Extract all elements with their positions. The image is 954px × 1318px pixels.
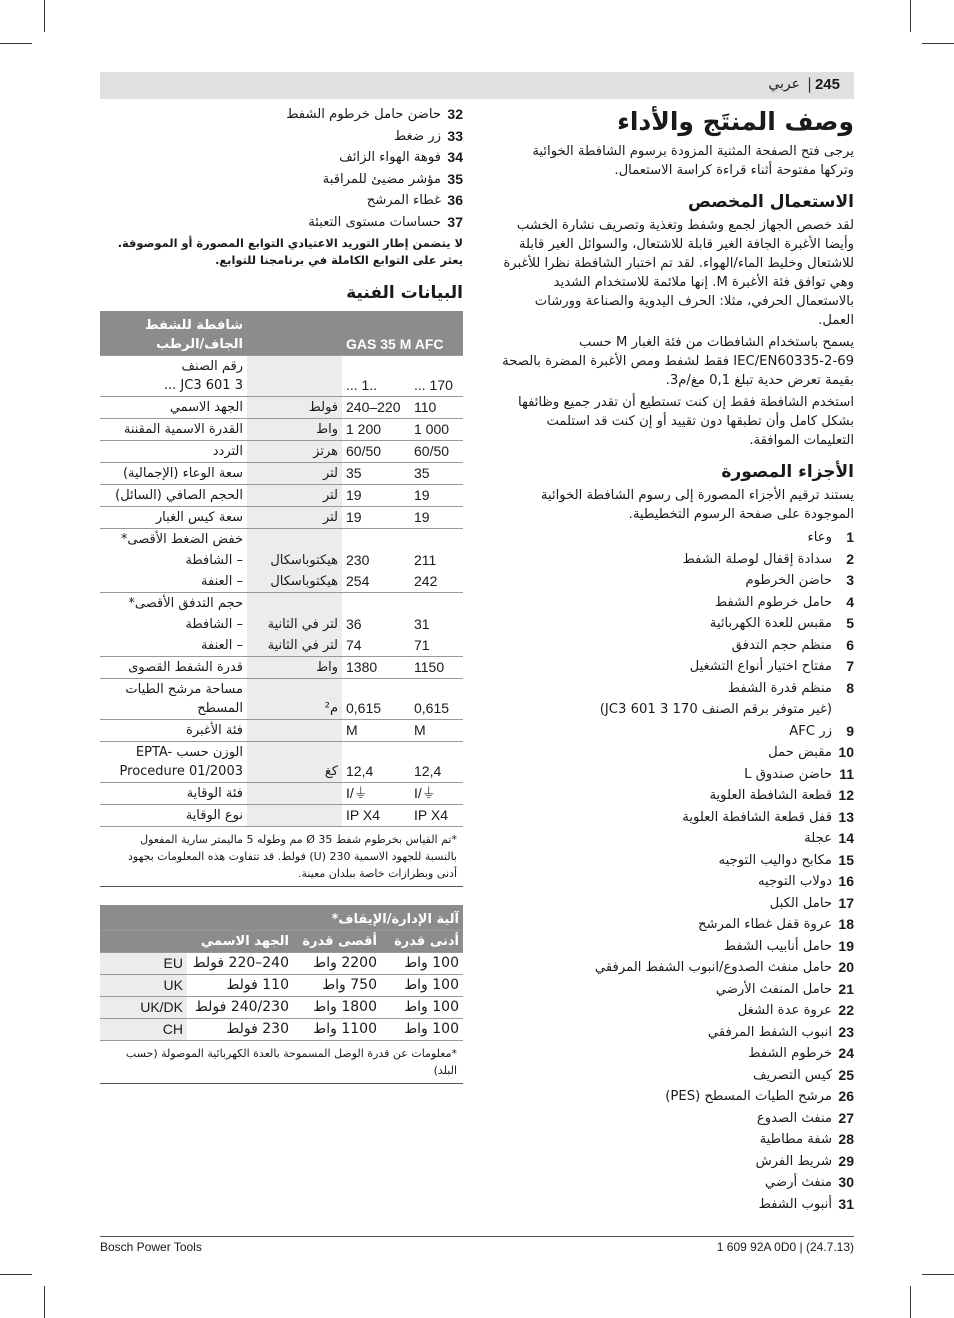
list-item: [100, 169, 463, 191]
item-text: حامل الكبل: [769, 895, 832, 911]
unit-cell: [247, 782, 342, 804]
label-cell: فئة الأغبرة: [186, 722, 243, 738]
item-number: 34: [447, 149, 463, 165]
value-110v: 211: [414, 551, 437, 568]
unit-cell: لتر في الثانية: [247, 614, 342, 635]
item-text: خرطوم الشفط: [748, 1046, 832, 1061]
item-text: منفث أرضي: [764, 1175, 832, 1190]
item-number: 27: [838, 1109, 854, 1126]
value-230v: 35: [346, 464, 362, 481]
crop-mark: [910, 0, 911, 32]
crop-mark: [910, 1286, 911, 1318]
unit-cell: هيكتوباسكال: [247, 550, 342, 571]
table-row: [100, 484, 463, 506]
item-text: مقبض حمل: [768, 745, 832, 760]
value-110v: 35: [414, 464, 430, 481]
table-row: [100, 571, 463, 593]
item-number: 11: [839, 765, 854, 782]
value-110v: IP X4: [414, 806, 448, 823]
value-230v: 1380: [346, 658, 378, 675]
unit-cell: لتر: [247, 462, 342, 484]
unit-cell: كغ: [247, 741, 342, 782]
item-text: دولاب التوجيه: [757, 874, 832, 889]
item-text: منفث الصدوع: [756, 1110, 832, 1126]
divider: [100, 886, 463, 887]
switch-footnote: *معلومات عن قدرة الوصل المسموحة بالعدة الكهربائية الموصولة (حسب البلد): [125, 1046, 457, 1077]
label-cell: فئة الوقاية: [186, 785, 243, 801]
intended-paragraph-3: استخدم الشافطة فقط إن كنت تستطيع أن تقدر جميع وظائفها بشكل كامل وأن تطبقها دون تقييد أو إن كنت قد استلمت التعليمات الموافقة.: [517, 395, 854, 448]
value-230v: ... 1..: [346, 376, 378, 393]
crop-mark: [0, 1274, 32, 1275]
value-110v: ... 170: [414, 376, 453, 393]
item-number: 29: [838, 1152, 854, 1169]
item-number: 28: [838, 1131, 854, 1147]
table-row: [100, 678, 463, 719]
list-item: [496, 893, 854, 915]
unit-cell: واط: [247, 418, 342, 440]
label-cell: نوع الوقاية: [185, 807, 243, 823]
intended-paragraph-2: يسمح باستخدام الشافطات من فئة الغبار M حسب IEC/EN60335-2-69 فقط لشفط ومص الأغبرة المضرة بالصحة بقيمة تعرض حدية تبلغ 0,1 مغ/م3.: [502, 335, 854, 388]
value-110v: 0,615: [414, 699, 450, 716]
table-row: [100, 614, 463, 635]
value-230v: IP X4: [346, 806, 380, 823]
value-110v: 1150: [414, 658, 445, 675]
country-code: EU: [100, 952, 187, 974]
technical-data-table: [100, 311, 463, 827]
item-text: عجلة: [804, 831, 832, 846]
accessories-note: لا يتضمن إطار التوريد الاعتيادي التوابع المصورة أو الموصوفة. يعثر على التوابع الكاملة في برنامجنا للتوابع.: [117, 236, 463, 267]
item-number: 16: [838, 873, 854, 889]
table-row: [100, 782, 463, 804]
unit-cell: [247, 719, 342, 741]
empty-cell: [247, 592, 342, 614]
item-text: حاضن صندوق L: [744, 766, 832, 782]
item-text: حامل المنفث الأرضي: [715, 981, 832, 997]
label-cell: سعة الوعاء (الإجمالية): [122, 465, 243, 481]
unit-cell: هرتز: [247, 440, 342, 462]
rated-voltage: 240/230 فولط: [194, 998, 289, 1015]
list-item: [496, 1194, 854, 1216]
switch-header-row: [100, 930, 463, 952]
left-column: [100, 104, 463, 1084]
list-item: [496, 828, 854, 850]
value-230v: M: [346, 721, 358, 738]
list-item: [496, 1172, 854, 1194]
value-110v: M: [414, 721, 426, 738]
unit-cell: هيكتوباسكال: [247, 571, 342, 593]
item-number: 18: [838, 916, 854, 932]
item-number: 17: [838, 894, 854, 911]
item-text: شريط الفرش: [755, 1153, 832, 1169]
country-code: UK: [100, 974, 187, 996]
list-item: [496, 678, 854, 721]
label-cell: التردد: [212, 443, 243, 459]
item-number: 31: [838, 1195, 854, 1212]
value-110v: I/⏚: [414, 784, 436, 801]
table-row: [100, 741, 463, 782]
list-item: [496, 592, 854, 614]
table-row: [100, 952, 463, 974]
heading-illustrated-parts: الأجزاء المصورة: [721, 462, 854, 482]
switch-title-row: [100, 905, 463, 931]
item-text: قفل قطعة الشافطة العلوية: [682, 809, 832, 825]
label-cell: القدرة الاسمية المقننة: [123, 421, 243, 437]
value-110v: 110: [414, 398, 437, 415]
unit-cell: فولط: [247, 396, 342, 418]
page-header: [100, 72, 854, 99]
item-text: مفتاح اختيار أنواع التشغيل: [689, 659, 832, 674]
value-230v: 230: [346, 551, 370, 568]
value-230v: 1 200: [346, 420, 382, 437]
label-cell: الوزن حسب EPTA-Procedure 01/2003: [119, 744, 243, 779]
item-number: 32: [447, 106, 463, 122]
list-item: [496, 635, 854, 657]
crop-mark: [922, 1274, 954, 1275]
list-item: [496, 549, 854, 571]
item-number: 22: [838, 1002, 854, 1018]
item-text: حاضن حامل خرطوم الشفط: [286, 107, 441, 122]
label-cell: – الشافطة: [185, 616, 243, 632]
heading-technical-data: البيانات الفنية: [346, 283, 463, 303]
label-cell: الجهد الاسمي: [169, 399, 243, 415]
page-title: وصف المنتَج والأداء: [617, 107, 854, 136]
list-item: [496, 957, 854, 979]
list-item: [496, 936, 854, 958]
label-cell: – الشافطة: [185, 552, 243, 568]
rated-voltage: 230 فولط: [226, 1020, 289, 1037]
label-cell: – العنفة: [201, 573, 243, 589]
page-number: 245: [814, 76, 840, 93]
list-item: [496, 613, 854, 635]
item-text: مكابح دواليب التوجيه: [718, 852, 832, 868]
footer-brand: Bosch Power Tools: [100, 1240, 202, 1254]
item-text: غطاء المرشح: [366, 193, 441, 208]
tech-footnote: *تم القياس بخرطوم شفط Ø 35 مم وطوله 5 ماليمتر سارية المفعول بالنسبة للجهود الاسمية 230 (U) فولط. قد تتفاوت هذه المعلومات بجهود أدنى وبطرازات خاصة ببلدان معينة.: [128, 832, 457, 880]
empty-cell: [342, 592, 410, 614]
intro-paragraph: يرجى فتح الصفحة المثنية المزودة برسوم الشافطة الخوائية وتركها مفتوحة أثناء قراءة كراسة الاستعمال.: [532, 144, 854, 178]
table-row: [100, 462, 463, 484]
unit-cell: [247, 355, 342, 396]
list-item: [496, 527, 854, 549]
item-number: 3: [846, 572, 854, 588]
value-230v: 12,4: [346, 762, 374, 779]
switch-title: آلية الإدارة/الإيقاف*: [331, 911, 459, 927]
list-item: [496, 721, 854, 743]
item-number: 4: [846, 593, 854, 610]
value-230v: 240–220: [346, 398, 401, 415]
item-text: قطعة الشافطة العلوية: [709, 788, 832, 803]
empty-cell: [410, 528, 463, 550]
list-item: [100, 190, 463, 212]
list-item: [496, 656, 854, 678]
value-110v: 60/50: [414, 442, 450, 459]
item-number: 35: [447, 170, 463, 187]
flow-label: حجم التدفق الأقصى*: [128, 595, 243, 611]
item-text: انبوب الشفط المرفقي: [707, 1024, 832, 1040]
label-cell: رقم الصنف 3 601 JC3 ...: [163, 358, 243, 393]
unit-cell: لتر في الثانية: [247, 635, 342, 657]
value-110v: 31: [414, 615, 430, 632]
table-row: [100, 1018, 463, 1040]
list-item: [496, 1043, 854, 1065]
item-number: 25: [838, 1066, 854, 1083]
heading-intended-use: الاستعمال المخصص: [688, 192, 854, 212]
list-item: [496, 785, 854, 807]
item-number: 6: [846, 636, 854, 653]
intended-paragraph-1: لقد خصص الجهاز لجمع وشفط وتغذية وتصريف نشارة الخشب وأيضا الأغبرة الجافة الغير قابلة للاشتعال، والسوائل الغير قابلة للاشتعال وخليط الماء/الهواء. لقد تم اختبار الشافطة نظرا للأغبرة وهي توافق فئة الأغبرة M. إنها ملائمة للاستخدام الشديد بالاستعمال الحرفي، مثلا: الحرف اليدوية والصناعة وورشات العمل.: [503, 218, 854, 328]
list-item: [496, 1086, 854, 1108]
table-row: [100, 418, 463, 440]
list-item: [496, 1000, 854, 1022]
rated-voltage: 240–220 فولط: [192, 954, 289, 971]
item-text: كيس التصريف: [753, 1067, 832, 1083]
table-row: [100, 506, 463, 528]
max-power: 750 واط: [322, 976, 377, 993]
unit-cell: م²: [247, 678, 342, 719]
table-row: [100, 355, 463, 396]
item-number: 26: [838, 1088, 854, 1104]
crop-mark: [44, 1286, 45, 1318]
item-number: 12: [838, 787, 854, 803]
empty-cell: [410, 592, 463, 614]
list-item: [496, 570, 854, 592]
item-number: 15: [838, 851, 854, 868]
value-230v: 0,615: [346, 699, 382, 716]
item-number: 7: [846, 658, 854, 674]
list-item: [100, 212, 463, 234]
item-number: 10: [838, 744, 854, 760]
right-column: [496, 104, 854, 1215]
table-row: [100, 804, 463, 826]
country-code: CH: [100, 1018, 187, 1040]
item-text: مقبس للعدة الكهربائية: [709, 616, 832, 631]
item-number: 30: [838, 1174, 854, 1190]
list-item: [496, 871, 854, 893]
list-item: [100, 126, 463, 148]
parts-intro: يستند ترقيم الأجزاء المصورة إلى رسوم الشافطة الخوائية الموجودة على صفحة الرسوم التخطيطية.: [540, 488, 854, 522]
empty-cell: [247, 528, 342, 550]
list-item: [496, 1065, 854, 1087]
label-cell: سعة كيس الغبار: [155, 509, 243, 525]
item-text: شفة مطاطية: [759, 1132, 832, 1147]
col-max: أقصى قدرة: [302, 933, 377, 949]
list-item: [100, 104, 463, 126]
item-number: 36: [447, 192, 463, 208]
item-number: 8: [846, 679, 854, 696]
footer-docnumber: 1 609 92A 0D0 | (24.7.13): [716, 1240, 854, 1254]
item-number: 2: [846, 550, 854, 567]
unit-cell: [247, 804, 342, 826]
col-min: أدنى قدرة: [394, 933, 459, 949]
item-number: 21: [838, 980, 854, 997]
value-110v: 19: [414, 508, 430, 525]
item-text: منظم حجم التدفق: [731, 637, 832, 653]
table-group-header: [100, 528, 463, 550]
item-number: 14: [838, 830, 854, 846]
table-row: [100, 974, 463, 996]
list-item: [100, 147, 463, 169]
list-item: [496, 1151, 854, 1173]
label-cell: الحجم الصافي (السائل): [115, 487, 243, 503]
language-label: عربي: [768, 76, 800, 92]
item-number: 9: [846, 722, 854, 739]
table-group-header: [100, 592, 463, 614]
unit-cell: لتر: [247, 484, 342, 506]
crop-mark: [922, 43, 954, 44]
crop-mark: [44, 0, 45, 32]
value-110v: 19: [414, 486, 430, 503]
list-item: [496, 1129, 854, 1151]
col-voltage: الجهد الاسمي: [200, 933, 289, 949]
label-cell: قدرة الشفط القصوى: [128, 659, 243, 675]
item-text: منظم قدرة الشفط (غير متوفر برقم الصنف 170 JC3 601 3): [599, 680, 832, 717]
table-row: [100, 440, 463, 462]
item-text: حاضن الخرطوم: [745, 573, 832, 588]
item-text: عروة عدة الشغل: [737, 1003, 832, 1018]
item-number: 23: [838, 1023, 854, 1040]
list-item: [496, 807, 854, 829]
list-item: [496, 850, 854, 872]
table-row: [100, 635, 463, 657]
label-cell: – العنفة: [201, 637, 243, 653]
list-item: [496, 1108, 854, 1130]
rated-voltage: 110 فولط: [226, 976, 289, 993]
list-item: [496, 1022, 854, 1044]
pressure-label: خفض الضغط الأقصى*: [120, 531, 243, 547]
item-text: سدادة إقفال لوصلة الشفط: [682, 551, 832, 567]
item-number: 13: [838, 808, 854, 825]
table-row: [100, 719, 463, 741]
list-item: [496, 764, 854, 786]
crop-mark: [0, 43, 32, 44]
unit-cell: واط: [247, 656, 342, 678]
table-row: [100, 550, 463, 571]
item-number: 1: [846, 529, 854, 545]
min-power: 100 واط: [404, 976, 459, 993]
item-number: 37: [447, 213, 463, 230]
item-text: حامل منفث الصدوع/انبوب الشفط المرفقي: [594, 960, 832, 975]
unit-cell: لتر: [247, 506, 342, 528]
parts-list-continued: [100, 104, 463, 233]
item-text: وعاء: [807, 530, 832, 545]
min-power: 100 واط: [404, 1020, 459, 1037]
value-230v: I/⏚: [346, 784, 368, 801]
value-110v: 242: [414, 572, 438, 589]
item-number: 20: [838, 959, 854, 975]
min-power: 100 واط: [404, 954, 459, 971]
item-text: حامل خرطوم الشفط: [714, 594, 832, 610]
tech-table-header: [100, 311, 463, 355]
value-230v: 254: [346, 572, 370, 589]
value-230v: 74: [346, 636, 362, 653]
header-separator: |: [806, 75, 812, 93]
switch-table: [100, 905, 463, 1041]
value-110v: 12,4: [414, 762, 442, 779]
value-230v: 36: [346, 615, 362, 632]
label-cell: مساحة مرشح الطيات المسطح: [125, 681, 243, 716]
table-row: [100, 396, 463, 418]
value-230v: 60/50: [346, 442, 382, 459]
value-230v: 19: [346, 508, 362, 525]
model-name: GAS 35 M AFC: [346, 335, 444, 352]
empty-cell: [342, 528, 410, 550]
value-110v: 71: [414, 636, 430, 653]
parts-list: [496, 527, 854, 1215]
item-number: 24: [838, 1045, 854, 1061]
product-type: شافطة للشفط الجاف/الرطب: [145, 317, 243, 352]
item-text: حساسات مستوى التعبئة: [308, 214, 441, 230]
item-text: عروة قفل غطاء المرشح: [697, 917, 832, 932]
item-text: مرشح الطيات المسطح (PES): [665, 1089, 832, 1104]
item-text: أنبوب الشفط: [758, 1196, 832, 1212]
item-text: حامل أنابيب الشفط: [723, 938, 832, 954]
list-item: [496, 979, 854, 1001]
footer-line: [100, 1236, 854, 1237]
max-power: 1800 واط: [313, 998, 377, 1015]
min-power: 100 واط: [404, 998, 459, 1015]
divider: [100, 1083, 463, 1084]
table-row: [100, 996, 463, 1018]
item-text: مؤشر مضيئ للمراقبة: [322, 171, 441, 187]
max-power: 1100 واط: [313, 1020, 377, 1037]
max-power: 2200 واط: [313, 954, 377, 971]
item-text: فوهة الهواء الزائف: [339, 150, 441, 165]
item-text: زر ضغط: [393, 128, 441, 144]
value-230v: 19: [346, 486, 362, 503]
table-row: [100, 656, 463, 678]
value-110v: 1 000: [414, 420, 450, 437]
item-text: زر AFC: [789, 723, 832, 739]
country-code: UK/DK: [100, 996, 187, 1018]
list-item: [496, 742, 854, 764]
item-number: 19: [838, 937, 854, 954]
item-number: 5: [846, 615, 854, 631]
item-number: 33: [447, 127, 463, 144]
list-item: [496, 914, 854, 936]
